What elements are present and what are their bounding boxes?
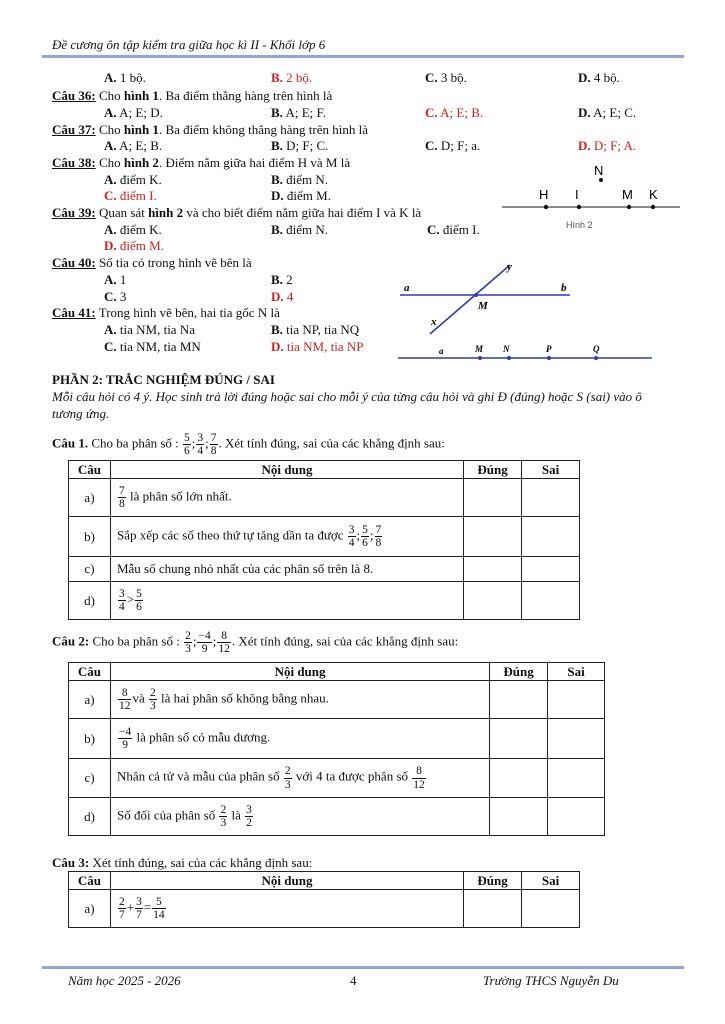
q39-option-c: C. điểm I. (427, 222, 480, 237)
q38-option-a: A. điểm K. (104, 172, 162, 187)
answer-dung-cell[interactable] (464, 479, 522, 517)
q36-option-a: A. A; E; D. (104, 105, 163, 120)
table-row (69, 582, 580, 620)
row-content: Mẫu số chung nhỏ nhất của các phân số trên là 8. (110, 557, 463, 582)
c3-stem: Câu 3: Xét tính đúng, sai của các khẳng định sau: (52, 855, 313, 870)
answer-dung-cell[interactable] (490, 719, 548, 759)
row-key: b) (69, 719, 111, 759)
col-header-cau: Câu (69, 461, 111, 479)
table-row (69, 759, 605, 798)
header-rule (42, 55, 684, 58)
footer-year: Năm học 2025 - 2026 (68, 973, 181, 988)
fig2-label-H: H (539, 187, 549, 202)
row-key: d) (69, 798, 111, 836)
footer-rule (42, 966, 684, 969)
fig-lines-label-b: b (561, 282, 567, 294)
row-content: $\frac{2}{7}$ + $\frac{3}{7}$ = $\frac{5}{14}$ (110, 890, 463, 928)
col-header-cau: Câu (69, 663, 111, 681)
col-header-dung: Đúng (464, 461, 522, 479)
c1-stem: Câu 1. Cho ba phân số : $\frac{5}{6}$ ; $\frac{3}{4}$ ; $\frac{7}{8}$ . Xét tính đúng, sai của các khẳng định sau: (52, 432, 445, 458)
c2-stem: Câu 2: Cho ba phân số : $\frac{2}{3}$ ; $\frac{-4}{9}$ ; $\frac{8}{12}$ . Xét tính đúng, sai của các khẳng định sau: (52, 630, 459, 656)
answer-sai-cell[interactable] (522, 479, 580, 517)
col-header-content: Nội dung (110, 872, 463, 890)
col-header-dung: Đúng (490, 663, 548, 681)
col-header-dung: Đúng (464, 872, 522, 890)
part2-instructions: Mỗi câu hỏi có 4 ý. Học sinh trả lời đúng hoặc sai cho mỗi ý của từng câu hỏi và ghi Đ (đúng) hoặc S (sai) vào ô tương ứng. (52, 389, 642, 421)
row-content: Nhân cả tử và mẫu của phân số $\frac{2}{3}$ với 4 ta được phân số $\frac{8}{12}$ (110, 759, 489, 798)
row-content: Số đối của phân số $\frac{2}{3}$ là $\frac{3}{2}$ (110, 798, 489, 836)
q35-option-d: D. 4 bộ. (578, 70, 620, 85)
figure-ray-points (396, 340, 656, 366)
col-header-sai: Sai (548, 663, 605, 681)
fig2-label-I: I (575, 187, 579, 202)
fig2-label-N: N (594, 163, 604, 178)
q37-option-d: D. D; F; A. (578, 138, 637, 153)
part2-title: PHẦN 2: TRẮC NGHIỆM ĐÚNG / SAI (52, 372, 275, 387)
fig-lines-label-a: a (404, 282, 410, 294)
footer-page-number: 4 (350, 973, 357, 988)
q39-stem: Câu 39: Quan sát hình 2 và cho biết điểm nằm giữa hai điểm I và K là (52, 205, 422, 220)
q39-option-a: A. điểm K. (104, 222, 162, 237)
answer-sai-cell[interactable] (522, 582, 580, 620)
row-key: c) (69, 759, 111, 798)
table-row (69, 681, 605, 719)
row-key: b) (69, 517, 111, 557)
fig-ray-label-P: P (546, 344, 552, 354)
answer-dung-cell[interactable] (464, 557, 522, 582)
q40-option-d: D. 4 (271, 289, 294, 304)
fig2-label-K: K (649, 187, 658, 202)
q41-option-b: B. tia NP, tia NQ (271, 322, 360, 337)
row-key: c) (69, 557, 111, 582)
q40-option-a: A. 1 (104, 272, 127, 287)
answer-sai-cell[interactable] (522, 890, 580, 928)
c2-table (68, 662, 605, 836)
table-row (69, 798, 605, 836)
answer-sai-cell[interactable] (548, 681, 605, 719)
fig2-caption: Hình 2 (566, 220, 593, 230)
answer-sai-cell[interactable] (548, 798, 605, 836)
q35-option-c: C. 3 bộ. (425, 70, 467, 85)
row-key: a) (69, 681, 111, 719)
q36-option-d: D. A; E; C. (578, 105, 637, 120)
q37-option-a: A. A; E; B. (104, 138, 163, 153)
q35-option-a: A. 1 bộ. (104, 70, 146, 85)
q37-option-c: C. D; F; a. (425, 138, 481, 153)
q40-option-b: B. 2 (271, 272, 293, 287)
table-row (69, 719, 605, 759)
fig-lines-label-M: M (478, 300, 488, 312)
q37-stem: Câu 37: Cho hình 1. Ba điểm không thẳng hàng trên hình là (52, 122, 368, 137)
table-row (69, 479, 580, 517)
row-content: $\frac{3}{4}$ > $\frac{5}{6}$ (110, 582, 463, 620)
c1-table (68, 460, 580, 620)
q36-stem: Câu 36: Cho hình 1. Ba điểm thẳng hàng trên hình là (52, 88, 333, 103)
figure-intersecting-lines (398, 258, 583, 338)
q41-option-d: D. tia NM, tia NP (271, 339, 364, 354)
row-key: a) (69, 479, 111, 517)
q39-option-b: B. điểm N. (271, 222, 329, 237)
answer-dung-cell[interactable] (464, 890, 522, 928)
answer-dung-cell[interactable] (490, 798, 548, 836)
q38-option-d: D. điểm M. (271, 188, 331, 203)
fig-lines-label-x: x (431, 316, 437, 328)
table-row (69, 890, 580, 928)
page-header-title: Đề cương ôn tập kiểm tra giữa học kì II - Khối lớp 6 (52, 37, 326, 52)
q38-stem: Câu 38: Cho hình 2. Điểm nằm giữa hai điểm H và M là (52, 155, 351, 170)
row-content: $\frac{-4}{9}$ là phân số có mẫu dương. (110, 719, 489, 759)
row-content: Sắp xếp các số theo thứ tự tăng dần ta được $\frac{3}{4}$ ; $\frac{5}{6}$ ; $\frac{7}{8}$ (110, 517, 463, 557)
row-key: a) (69, 890, 111, 928)
answer-sai-cell[interactable] (522, 557, 580, 582)
figure-hinh-2 (498, 158, 684, 234)
table-header-row (69, 663, 605, 681)
table-header-row (69, 872, 580, 890)
col-header-sai: Sai (522, 872, 580, 890)
q41-option-a: A. tia NM, tia Na (104, 322, 195, 337)
table-header-row (69, 461, 580, 479)
col-header-sai: Sai (522, 461, 580, 479)
q36-option-b: B. A; E; F. (271, 105, 326, 120)
fig-ray-label-Q: Q (593, 344, 600, 354)
answer-dung-cell[interactable] (490, 681, 548, 719)
table-row (69, 557, 580, 582)
footer-school: Trường THCS Nguyễn Du (483, 973, 619, 988)
q40-stem: Câu 40: Số tia có trong hình vẽ bên là (52, 255, 252, 270)
q37-option-b: B. D; F; C. (271, 138, 329, 153)
q36-option-c: C. A; E; B. (425, 105, 484, 120)
answer-sai-cell[interactable] (522, 517, 580, 557)
fig-ray-label-N: N (503, 344, 510, 354)
answer-sai-cell[interactable] (548, 759, 605, 798)
q38-option-b: B. điểm N. (271, 172, 329, 187)
answer-dung-cell[interactable] (464, 517, 522, 557)
fig2-label-M: M (622, 187, 633, 202)
col-header-content: Nội dung (110, 663, 489, 681)
answer-sai-cell[interactable] (548, 719, 605, 759)
row-content: $\frac{7}{8}$ là phân số lớn nhất. (110, 479, 463, 517)
col-header-cau: Câu (69, 872, 111, 890)
c3-table (68, 871, 580, 928)
col-header-content: Nội dung (110, 461, 463, 479)
fig-lines-label-y: y (507, 261, 512, 273)
q38-option-c: C. điểm I. (104, 188, 157, 203)
answer-dung-cell[interactable] (464, 582, 522, 620)
answer-dung-cell[interactable] (490, 759, 548, 798)
q35-option-b: B. 2 bộ. (271, 70, 313, 85)
fig-ray-label-a: a (439, 346, 444, 356)
q41-option-c: C. tia NM, tia MN (104, 339, 201, 354)
table-row (69, 517, 580, 557)
q40-option-c: C. 3 (104, 289, 127, 304)
row-key: d) (69, 582, 111, 620)
q39-option-d: D. điểm M. (104, 238, 164, 253)
q41-stem: Câu 41: Trong hình vẽ bên, hai tia gốc N là (52, 305, 280, 320)
fig-ray-label-M: M (475, 344, 484, 354)
row-content: $\frac{8}{12}$ và $\frac{2}{3}$ là hai phân số không bằng nhau. (110, 681, 489, 719)
